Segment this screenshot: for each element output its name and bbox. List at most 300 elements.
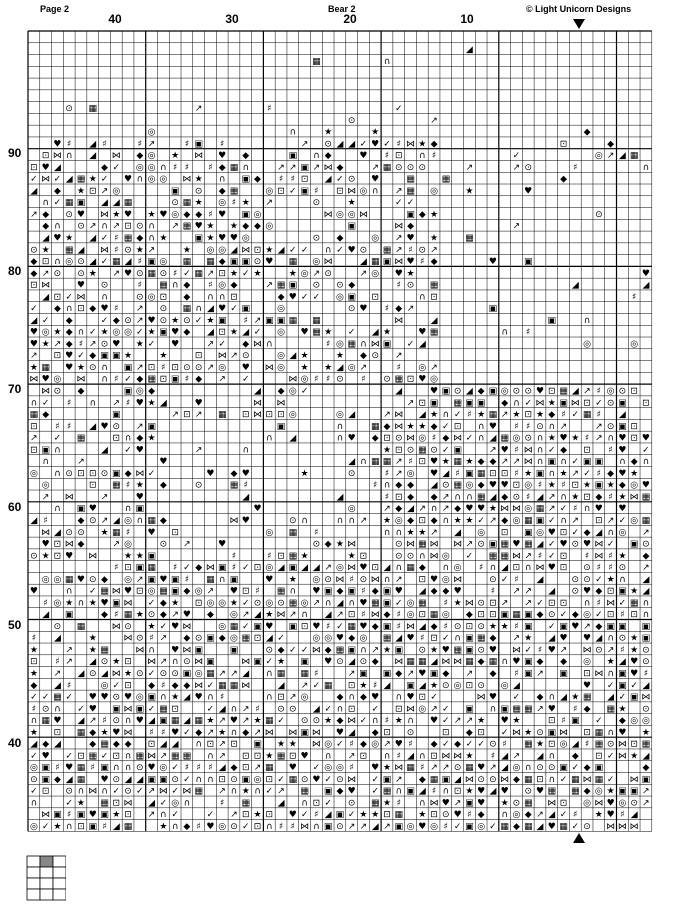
stitch-symbol: ∩: [242, 162, 250, 173]
stitch-symbol: ⋈: [253, 398, 263, 409]
stitch-symbol: ◆: [242, 221, 250, 232]
stitch-symbol: ◎: [41, 327, 50, 338]
stitch-symbol: ✓: [442, 633, 450, 644]
stitch-symbol: ◆: [418, 209, 426, 220]
stitch-symbol: ∩: [89, 398, 97, 409]
stitch-symbol: ◢: [112, 515, 120, 526]
stitch-symbol: ♥: [500, 480, 509, 491]
stitch-symbol: ★: [124, 351, 133, 362]
stitch-symbol: ✓: [324, 774, 332, 785]
stitch-symbol: ⊡: [194, 598, 203, 609]
stitch-symbol: ◢: [642, 751, 650, 762]
stitch-symbol: ♥: [430, 716, 439, 727]
stitch-symbol: ⊙: [359, 574, 368, 585]
stitch-symbol: ⋈: [88, 551, 98, 562]
stitch-symbol: ▣: [382, 668, 392, 679]
stitch-symbol: ◆: [336, 786, 344, 797]
stitch-symbol: ▣: [147, 574, 156, 585]
stitch-symbol: ↗: [88, 221, 97, 232]
stitch-symbol: ⊡: [430, 751, 438, 762]
stitch-symbol: ▦: [406, 657, 415, 668]
stitch-symbol: ⊙: [442, 680, 450, 691]
stitch-symbol: ◢: [206, 304, 214, 315]
stitch-symbol: ↗: [136, 421, 144, 432]
stitch-symbol: ▦: [229, 621, 239, 632]
stitch-symbol: ⊙: [394, 551, 403, 562]
stitch-symbol: ↗: [406, 668, 415, 679]
stitch-symbol: ▣: [429, 668, 439, 679]
stitch-symbol: ∩: [242, 445, 250, 456]
stitch-symbol: ◢: [42, 292, 50, 303]
stitch-symbol: ♯: [161, 727, 166, 738]
stitch-symbol: ★: [418, 527, 427, 538]
stitch-symbol: ♥: [288, 292, 297, 303]
stitch-symbol: ⊡: [265, 774, 274, 785]
stitch-symbol: ◎: [277, 327, 285, 338]
stitch-symbol: ↗: [524, 598, 532, 609]
stitch-symbol: ◎: [583, 657, 592, 668]
stitch-symbol: ⋈: [300, 822, 310, 833]
stitch-symbol: ◆: [148, 386, 156, 397]
stitch-symbol: ↗: [571, 468, 580, 479]
stitch-symbol: ⋈: [464, 598, 474, 609]
stitch-symbol: ◆: [65, 327, 73, 338]
stitch-symbol: ★: [430, 410, 439, 421]
stitch-symbol: ▣: [41, 763, 50, 774]
stitch-symbol: ★: [406, 268, 415, 279]
stitch-symbol: ★: [324, 362, 333, 373]
stitch-symbol: ⊙: [618, 563, 627, 574]
stitch-symbol: ♥: [547, 822, 556, 833]
stitch-symbol: ◎: [124, 574, 132, 585]
stitch-symbol: ◎: [430, 186, 438, 197]
stitch-symbol: ◆: [512, 822, 520, 833]
stitch-symbol: ◢: [548, 633, 556, 644]
stitch-symbol: ✓: [312, 763, 321, 774]
stitch-symbol: ✓: [571, 410, 580, 421]
stitch-symbol: ▣: [194, 645, 203, 656]
stitch-symbol: ▦: [418, 445, 427, 456]
stitch-symbol: ◢: [206, 327, 214, 338]
stitch-symbol: ◎: [265, 527, 274, 538]
stitch-symbol: ⊡: [512, 563, 521, 574]
stitch-symbol: ⊡: [559, 563, 568, 574]
stitch-symbol: ♯: [526, 492, 531, 503]
stitch-symbol: ▣: [206, 633, 215, 644]
stitch-symbol: ↗: [430, 245, 438, 256]
stitch-symbol: ★: [76, 362, 86, 373]
stitch-symbol: ♥: [88, 704, 97, 715]
stitch-symbol: ⊡: [606, 586, 615, 597]
stitch-symbol: ↗: [277, 786, 285, 797]
stitch-symbol: ⋈: [288, 374, 298, 385]
stitch-symbol: ★: [159, 233, 168, 244]
stitch-symbol: ✓: [30, 692, 38, 703]
stitch-symbol: ◢: [336, 492, 344, 503]
stitch-symbol: ∩: [619, 457, 626, 468]
stitch-symbol: ▦: [206, 668, 215, 679]
stitch-symbol: ♯: [526, 327, 531, 338]
stitch-symbol: ◆: [42, 739, 50, 750]
stitch-symbol: ⊡: [88, 468, 97, 479]
stitch-symbol: ⊡: [383, 727, 391, 738]
stitch-symbol: ▣: [441, 386, 451, 397]
stitch-symbol: ⋈: [123, 598, 133, 609]
stitch-symbol: ↗: [642, 563, 650, 574]
stitch-symbol: ⋈: [406, 621, 416, 632]
stitch-symbol: ▦: [288, 598, 298, 609]
stitch-symbol: ◢: [101, 198, 108, 209]
stitch-symbol: ♥: [65, 351, 74, 362]
stitch-symbol: ◢: [277, 563, 285, 574]
stitch-symbol: ♯: [67, 680, 72, 691]
stitch-symbol: ⊡: [53, 351, 62, 362]
stitch-symbol: ⊙: [512, 386, 521, 397]
stitch-symbol: ◢: [42, 233, 50, 244]
stitch-symbol: ◎: [335, 410, 344, 421]
stitch-symbol: ↗: [312, 598, 321, 609]
stitch-symbol: ⊙: [136, 268, 144, 279]
stitch-symbol: ✓: [30, 174, 38, 185]
stitch-symbol: ▣: [112, 704, 121, 715]
stitch-symbol: ⊙: [477, 598, 485, 609]
stitch-symbol: ✓: [100, 751, 109, 762]
stitch-symbol: ♥: [65, 763, 74, 774]
stitch-symbol: ⊙: [477, 680, 485, 691]
page-map-cell: [53, 889, 66, 900]
stitch-symbol: ▣: [288, 563, 298, 574]
stitch-symbol: ★: [618, 492, 627, 503]
stitch-symbol: ◎: [159, 174, 168, 185]
stitch-symbol: ▣: [41, 445, 50, 456]
stitch-symbol: ♯: [396, 798, 401, 809]
stitch-symbol: ⊙: [571, 586, 580, 597]
stitch-symbol: ◢: [183, 716, 191, 727]
stitch-symbol: ↗: [547, 492, 556, 503]
stitch-symbol: ▦: [182, 221, 192, 232]
stitch-symbol: ◎: [218, 621, 227, 632]
stitch-symbol: ⊡: [583, 398, 591, 409]
stitch-symbol: ◆: [477, 386, 485, 397]
stitch-symbol: ⋈: [253, 410, 263, 421]
stitch-symbol: ★: [300, 551, 309, 562]
stitch-symbol: ⊡: [642, 398, 650, 409]
stitch-symbol: ↗: [312, 162, 321, 173]
stitch-symbol: ◎: [418, 362, 427, 373]
stitch-symbol: ◎: [124, 515, 132, 526]
stitch-symbol: ♯: [31, 633, 37, 644]
stitch-symbol: ◆: [477, 657, 485, 668]
stitch-symbol: ◆: [607, 139, 615, 150]
stitch-symbol: ★: [229, 268, 239, 279]
stitch-symbol: ⊙: [336, 657, 344, 668]
stitch-symbol: ★: [324, 716, 333, 727]
stitch-symbol: ⊙: [289, 704, 297, 715]
stitch-symbol: ∩: [160, 692, 167, 703]
stitch-symbol: ∩: [54, 704, 61, 715]
stitch-symbol: ⋈: [241, 245, 251, 256]
stitch-symbol: ∩: [548, 692, 556, 703]
stitch-symbol: ♥: [618, 468, 627, 479]
stitch-symbol: ◆: [477, 480, 485, 491]
stitch-symbol: ◎: [171, 209, 180, 220]
stitch-symbol: ♥: [194, 692, 203, 703]
stitch-symbol: ↗: [218, 786, 226, 797]
stitch-symbol: ⊡: [583, 668, 591, 679]
stitch-symbol: ◆: [536, 610, 544, 621]
stitch-symbol: ◢: [112, 822, 120, 833]
stitch-symbol: ⋈: [594, 539, 604, 550]
stitch-symbol: ◆: [77, 539, 85, 550]
stitch-symbol: ⊡: [30, 162, 38, 173]
stitch-symbol: ⋈: [194, 680, 204, 691]
stitch-symbol: ★: [630, 633, 639, 644]
stitch-symbol: ★: [547, 398, 556, 409]
stitch-symbol: ♯: [608, 551, 613, 562]
stitch-symbol: ◎: [630, 339, 639, 350]
stitch-symbol: ⊙: [394, 162, 403, 173]
stitch-symbol: ⊙: [136, 292, 144, 303]
stitch-symbol: ✓: [206, 680, 215, 691]
stitch-symbol: ◎: [135, 162, 144, 173]
stitch-symbol: ▣: [559, 398, 568, 409]
stitch-symbol: ∩: [418, 151, 426, 162]
stitch-symbol: ↗: [194, 410, 203, 421]
stitch-symbol: ◆: [489, 457, 497, 468]
stitch-symbol: ⊙: [571, 574, 580, 585]
stitch-symbol: ▣: [523, 668, 533, 679]
stitch-symbol: ★: [147, 433, 156, 444]
stitch-symbol: ▣: [123, 386, 133, 397]
stitch-symbol: ◎: [218, 245, 227, 256]
stitch-symbol: ⊡: [477, 610, 485, 621]
stitch-symbol: ⊙: [583, 822, 591, 833]
stitch-symbol: ⋈: [264, 362, 274, 373]
stitch-symbol: ✓: [312, 680, 321, 691]
stitch-symbol: ↗: [512, 221, 521, 232]
stitch-symbol: ♯: [514, 574, 519, 585]
stitch-symbol: ▦: [394, 810, 404, 821]
stitch-symbol: ★: [100, 327, 109, 338]
stitch-symbol: ⊙: [547, 610, 556, 621]
stitch-symbol: ✓: [124, 374, 132, 385]
stitch-symbol: ✓: [547, 539, 556, 550]
stitch-symbol: ★: [241, 786, 250, 797]
stitch-symbol: ⊡: [77, 822, 85, 833]
stitch-symbol: ↗: [500, 598, 509, 609]
stitch-symbol: ♥: [265, 621, 274, 632]
stitch-symbol: ◢: [395, 386, 403, 397]
stitch-symbol: ∩: [524, 563, 532, 574]
stitch-symbol: ★: [241, 198, 250, 209]
stitch-symbol: ▦: [206, 574, 215, 585]
stitch-symbol: ♯: [537, 645, 543, 656]
stitch-symbol: ∩: [171, 657, 179, 668]
stitch-symbol: ⊙: [77, 268, 85, 279]
stitch-symbol: ✓: [53, 433, 62, 444]
stitch-symbol: ∩: [383, 527, 391, 538]
stitch-symbol: ★: [430, 209, 439, 220]
page-map-cell: [27, 856, 40, 867]
stitch-symbol: ◎: [300, 598, 309, 609]
stitch-symbol: ▣: [159, 774, 168, 785]
stitch-symbol: ◎: [371, 739, 380, 750]
stitch-symbol: ◎: [512, 810, 521, 821]
stitch-symbol: ▣: [559, 621, 568, 632]
stitch-symbol: ⊡: [371, 563, 379, 574]
stitch-symbol: ◎: [324, 739, 333, 750]
stitch-symbol: ⊙: [88, 668, 97, 679]
stitch-symbol: ⋈: [29, 374, 39, 385]
stitch-symbol: ♥: [218, 539, 227, 550]
stitch-symbol: ⊡: [559, 527, 568, 538]
stitch-symbol: ⋈: [511, 551, 521, 562]
stitch-symbol: ◢: [53, 680, 61, 691]
stitch-symbol: ⊡: [218, 327, 226, 338]
stitch-symbol: ↗: [489, 763, 497, 774]
stitch-symbol: ♯: [67, 398, 72, 409]
stitch-symbol: ◆: [407, 221, 414, 232]
stitch-symbol: ⊙: [277, 598, 285, 609]
stitch-symbol: ⊙: [394, 433, 403, 444]
stitch-symbol: ♯: [184, 763, 190, 774]
stitch-symbol: ⋈: [441, 657, 451, 668]
stitch-symbol: ✓: [124, 445, 132, 456]
stitch-symbol: ◢: [489, 492, 497, 503]
stitch-symbol: ★: [171, 692, 180, 703]
stitch-symbol: ◆: [183, 292, 191, 303]
stitch-symbol: ▣: [547, 315, 557, 326]
stitch-symbol: ▣: [629, 539, 639, 550]
stitch-symbol: ◢: [571, 280, 579, 291]
stitch-symbol: ⋈: [429, 798, 439, 809]
stitch-symbol: ★: [477, 410, 486, 421]
stitch-symbol: ◢: [418, 621, 426, 632]
stitch-symbol: ◆: [430, 621, 438, 632]
stitch-symbol: ♯: [255, 704, 260, 715]
stitch-symbol: ♥: [441, 645, 450, 656]
stitch-symbol: ∩: [54, 445, 61, 456]
stitch-symbol: ✓: [606, 774, 615, 785]
stitch-symbol: ▦: [441, 174, 451, 185]
stitch-symbol: ★: [324, 127, 333, 138]
stitch-symbol: ✓: [136, 327, 144, 338]
stitch-symbol: ⊡: [394, 151, 403, 162]
stitch-symbol: ⊡: [136, 586, 144, 597]
stitch-symbol: ★: [606, 786, 615, 797]
stitch-symbol: ◆: [89, 739, 97, 750]
stitch-symbol: ◢: [242, 492, 250, 503]
stitch-symbol: ⊙: [300, 774, 309, 785]
stitch-symbol: ★: [53, 327, 62, 338]
stitch-symbol: ▦: [406, 186, 415, 197]
stitch-symbol: ◆: [583, 786, 591, 797]
stitch-symbol: ◢: [418, 339, 426, 350]
stitch-symbol: ⊙: [524, 433, 532, 444]
stitch-symbol: ★: [324, 327, 333, 338]
stitch-symbol: ◎: [312, 574, 321, 585]
stitch-symbol: ♯: [55, 763, 60, 774]
stitch-symbol: ⊙: [536, 421, 544, 432]
stitch-symbol: ⊙: [194, 480, 203, 491]
stitch-symbol: ◆: [430, 515, 438, 526]
stitch-symbol: ◎: [430, 374, 438, 385]
stitch-symbol: ✓: [442, 704, 450, 715]
stitch-symbol: ∩: [395, 786, 403, 797]
stitch-symbol: ▦: [370, 257, 380, 268]
stitch-symbol: ⋈: [429, 551, 439, 562]
stitch-symbol: ♥: [535, 786, 545, 797]
stitch-symbol: ◆: [112, 315, 120, 326]
stitch-symbol: ✓: [324, 798, 332, 809]
stitch-symbol: ◢: [501, 763, 509, 774]
stitch-symbol: ♥: [206, 468, 215, 479]
stitch-symbol: ↗: [453, 716, 462, 727]
stitch-symbol: ♯: [620, 810, 625, 821]
stitch-symbol: ⊙: [253, 257, 262, 268]
stitch-symbol: ⊙: [571, 539, 580, 550]
stitch-symbol: ◎: [441, 574, 450, 585]
stitch-symbol: ∩: [395, 563, 403, 574]
stitch-symbol: ★: [300, 362, 309, 373]
stitch-symbol: ⊙: [394, 539, 403, 550]
stitch-symbol: ◢: [418, 680, 426, 691]
stitch-symbol: ◎: [53, 374, 62, 385]
stitch-symbol: ★: [288, 268, 297, 279]
stitch-symbol: ⊡: [183, 410, 191, 421]
stitch-symbol: ✓: [453, 410, 462, 421]
stitch-symbol: ◎: [124, 539, 132, 550]
stitch-symbol: ♯: [384, 468, 390, 479]
stitch-symbol: ↗: [347, 668, 356, 679]
stitch-symbol: ↗: [230, 668, 238, 679]
stitch-symbol: ♥: [583, 539, 592, 550]
stitch-symbol: ⋈: [311, 645, 321, 656]
stitch-symbol: ♯: [408, 245, 413, 256]
stitch-symbol: ↗: [430, 362, 438, 373]
stitch-symbol: ⊡: [218, 774, 226, 785]
stitch-symbol: ◆: [218, 633, 226, 644]
stitch-symbol: ★: [159, 822, 168, 833]
stitch-symbol: ◆: [395, 304, 403, 315]
stitch-symbol: ◎: [324, 763, 333, 774]
stitch-symbol: ▦: [382, 162, 392, 173]
stitch-symbol: ♥: [559, 633, 568, 644]
stitch-symbol: ◢: [595, 527, 603, 538]
stitch-symbol: ∩: [101, 221, 108, 232]
stitch-symbol: ∩: [548, 774, 556, 785]
stitch-symbol: ◎: [583, 339, 592, 350]
stitch-symbol: ✓: [41, 315, 50, 326]
stitch-symbol: ↗: [206, 727, 215, 738]
stitch-symbol: ▣: [465, 398, 474, 409]
stitch-symbol: ◢: [77, 668, 85, 679]
stitch-symbol: ▣: [382, 339, 392, 350]
stitch-symbol: ♥: [218, 209, 227, 220]
stitch-symbol: ⊙: [524, 786, 532, 797]
stitch-symbol: ★: [147, 209, 156, 220]
stitch-symbol: ⋈: [182, 621, 192, 632]
stitch-symbol: ✓: [65, 292, 73, 303]
stitch-symbol: ♯: [149, 727, 154, 738]
stitch-symbol: ♥: [406, 233, 415, 244]
stitch-symbol: ▦: [370, 798, 380, 809]
stitch-symbol: ◆: [53, 774, 61, 785]
stitch-symbol: ★: [547, 480, 556, 491]
stitch-symbol: ∩: [77, 598, 85, 609]
stitch-symbol: ♯: [67, 139, 72, 150]
stitch-symbol: ∩: [112, 763, 120, 774]
